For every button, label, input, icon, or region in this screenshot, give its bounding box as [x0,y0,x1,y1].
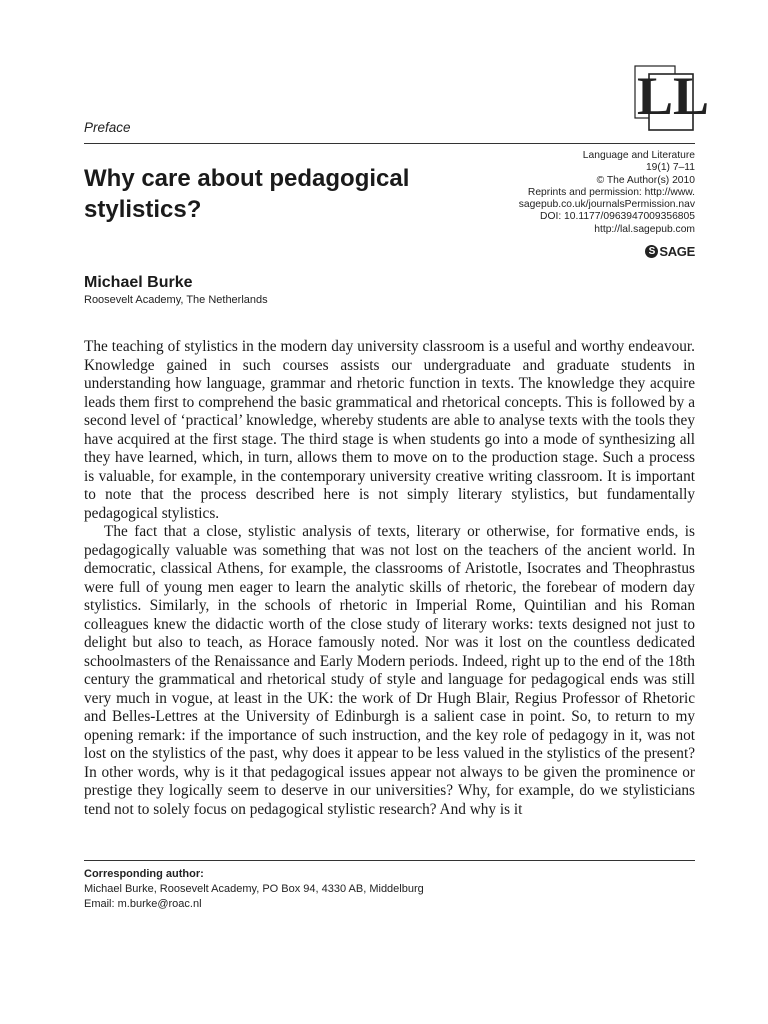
journal-name: Language and Literature [582,150,695,161]
logo-letter-large: LL [637,66,710,126]
journal-logo [633,64,710,132]
journal-info [455,150,695,236]
journal-reprints-line2: sagepub.co.uk/journalsPermission.nav [518,199,695,211]
journal-issue: 19(1) 7–11 [645,162,695,174]
journal-reprints-line1: Reprints and permission: http://www. [527,186,695,198]
corresponding-author [84,867,424,912]
journal-doi: DOI: 10.1177/0963947009356805 [540,211,695,223]
article-title: Why care about pedagogical stylistics? [84,165,410,223]
body-paragraph-1: The teaching of stylistics in the modern day university classroom is a useful and worthy endeavour. Knowledge gained in such courses assists our undergraduate and graduate students in understanding how language, grammar and rhetoric function in texts. The knowledge they acquire leads them first to comprehend the basic grammatical and rhetorical concepts. This is followed by a second level of ‘practical’ knowledge, whereby students are able to analyse texts with the tools they have acquired at the first stage. The third stage is when students go into a mode of synthesizing all they have learned, which, in turn, allows them to move on to the production stage. Such a process is valuable, for example, in the contemporary university creative writing classroom. It is important to note that the process described here is not simply literary stylistics, but fundamentally pedagogical stylistics. [84,338,695,522]
corresponding-author-email: Email: m.burke@roac.nl [84,898,202,910]
journal-url: http://lal.sagepub.com [594,223,695,235]
section-label: Preface [84,120,131,135]
publisher-name: SAGE [659,244,695,259]
corresponding-author-address: Michael Burke, Roosevelt Academy, PO Box 94, 4330 AB, Middelburg [84,883,424,895]
article-body [84,338,695,819]
journal-logo-icon [633,64,710,132]
body-paragraph-2: The fact that a close, stylistic analysis of texts, literary or otherwise, for formative ends, is pedagogically valuable was something that was not lost on the teachers of the ancient world. In democratic, classical Athens, for example, the classrooms of Aristotle, Isocrates and Theophrastus were full of young men eager to learn the analytic skills of rhetoric, the forebear of modern day stylistics. Similarly, in the schools of rhetoric in Imperial Rome, Quintilian and his Roman colleagues knew the didactic worth of the close study of literary works: texts designed not just to delight but also to teach, as Horace famously noted. Nor was it lost on the countless dedicated schoolmasters of the Renaissance and Early Modern periods. Indeed, right up to the end of the 18th century the grammatical and rhetorical study of style and language for pedagogical ends was still very much in vogue, at least in the UK: the work of Dr Hugh Blair, Regius Professor of Rhetoric and Belles-Lettres at the University of Edinburgh is a salient case in point. So, to return to my opening remark: if the importance of such instruction, and the key role of pedagogy in it, was not lost on the stylistics of the past, why does it appear to be less valued in the stylistics of the present? In other words, why is it that pedagogical issues appear not always to be given the prominence or prestige they logically seem to deserve in our universities? Why, for example, do we stylisticians tend not to solely focus on pedagogical stylistic research? And why is it [84,523,695,818]
journal-copyright: © The Author(s) 2010 [596,174,695,186]
author-affiliation: Roosevelt Academy, The Netherlands [84,294,268,306]
corresponding-author-heading: Corresponding author: [84,868,204,880]
author-name: Michael Burke [84,274,193,291]
publisher-logo [645,244,695,259]
sage-icon: S [645,245,658,258]
header-divider [84,143,695,144]
footer-divider [84,860,695,861]
